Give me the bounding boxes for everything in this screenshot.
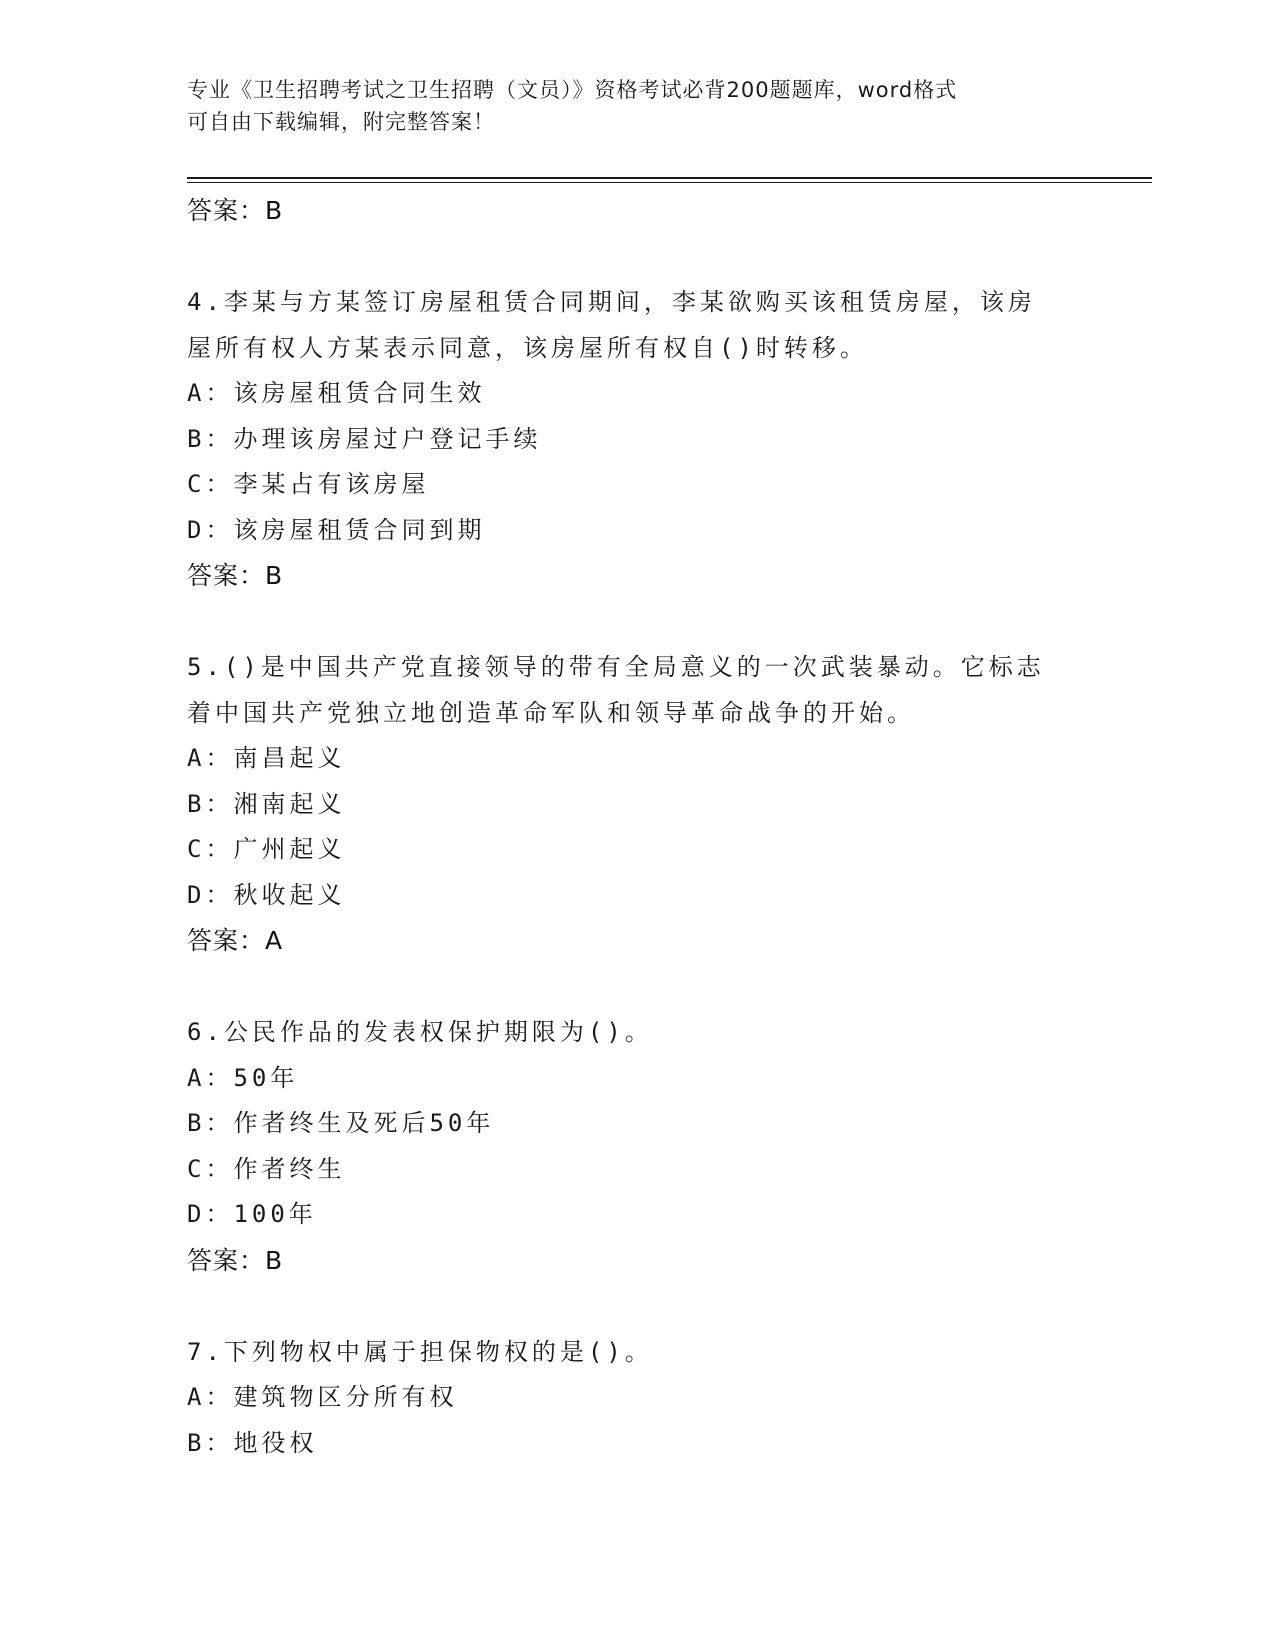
question-7 [187, 1330, 1087, 1467]
spacer [187, 1283, 1087, 1330]
spacer [187, 598, 1087, 645]
option-c: C：作者终生 [187, 1154, 346, 1183]
option-a: A：建筑物区分所有权 [187, 1383, 458, 1411]
option-c: C：李某占有该房屋 [187, 470, 430, 498]
answer-label: 答案：B [187, 561, 284, 590]
header-line-1: 专业《卫生招聘考试之卫生招聘（文员）》资格考试必背200题题库，word格式 [187, 78, 958, 102]
question-stem-line: 6.公民作品的发表权保护期限为()。 [187, 1018, 653, 1046]
header-divider-thin [187, 182, 1152, 183]
option-d: D：100年 [187, 1200, 317, 1228]
question-stem-line: 屋所有权人方某表示同意，该房屋所有权自()时转移。 [187, 333, 868, 362]
option-a: A：该房屋租赁合同生效 [187, 379, 486, 407]
question-stem-line: 7.下列物权中属于担保物权的是()。 [187, 1337, 653, 1366]
option-c: C：广州起义 [187, 835, 346, 863]
option-a: A：50年 [187, 1063, 299, 1092]
question-5 [187, 645, 1087, 963]
header-divider [187, 177, 1152, 179]
option-b: B：地役权 [187, 1428, 318, 1457]
question-stem-line: 5.()是中国共产党直接领导的带有全局意义的一次武装暴动。它标志 [187, 653, 1045, 681]
option-b: B：办理该房屋过户登记手续 [187, 424, 542, 453]
option-b: B：作者终生及死后50年 [187, 1109, 495, 1137]
spacer [187, 963, 1087, 1010]
option-d: D：秋收起义 [187, 880, 346, 909]
answer-label: 答案：A [187, 926, 284, 955]
answer-label: 答案：B [187, 1245, 284, 1275]
header-line-2: 可自由下载编辑，附完整答案！ [187, 110, 495, 134]
question-stem-line: 着中国共产党独立地创造革命军队和领导革命战争的开始。 [187, 698, 915, 727]
question-list [187, 188, 1087, 1466]
option-a: A：南昌起义 [187, 744, 346, 772]
option-d: D：该房屋租赁合同到期 [187, 515, 486, 544]
question-6 [187, 1010, 1087, 1283]
document-header [187, 74, 1087, 138]
option-b: B：湘南起义 [187, 789, 346, 818]
spacer [187, 233, 1087, 280]
question-4 [187, 280, 1087, 598]
previous-answer: 答案：B [187, 196, 284, 225]
question-stem-line: 4.李某与方某签订房屋租赁合同期间，李某欲购买该租赁房屋，该房 [187, 288, 1036, 316]
